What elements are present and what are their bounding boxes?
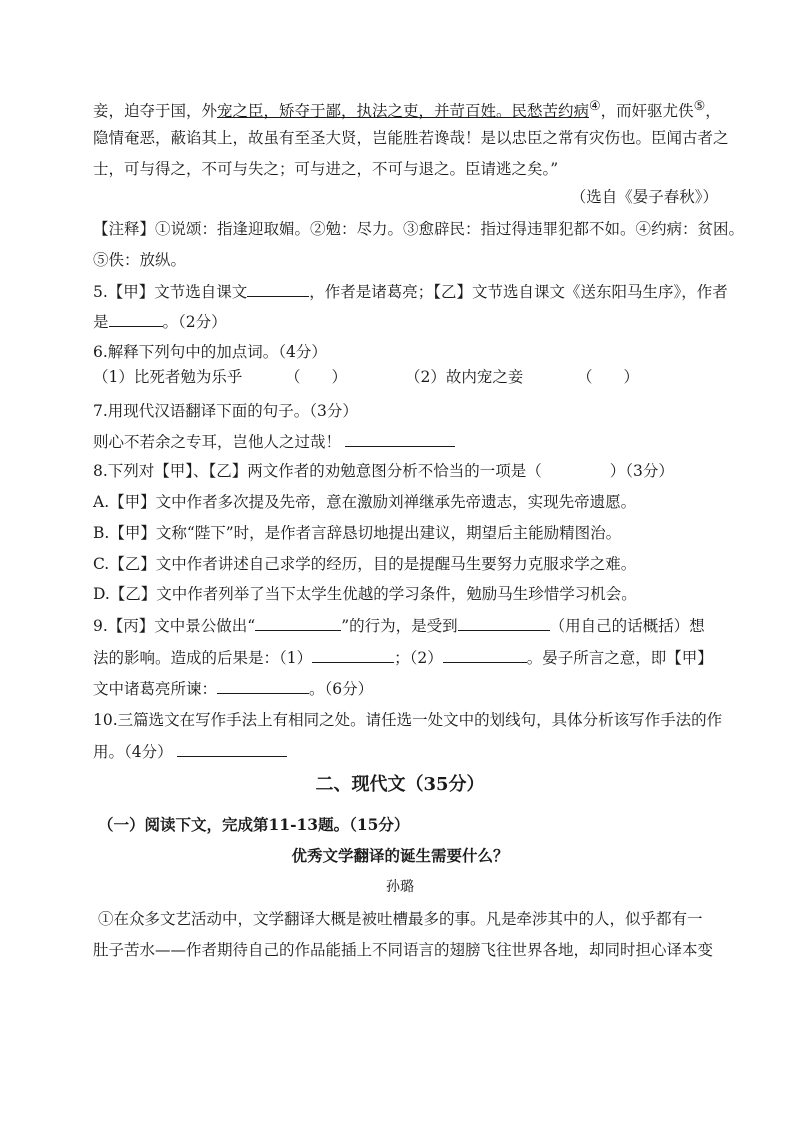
answer-blank[interactable] xyxy=(255,614,341,631)
answer-blank[interactable] xyxy=(443,646,527,663)
question-6-items xyxy=(93,366,720,388)
option-c: C.【乙】文中作者讲述自己求学的经历，目的是提醒马生要努力克服求学之难。 xyxy=(93,555,637,573)
question-9-line-2 xyxy=(93,646,720,669)
q7-sentence-text: 则心不若余之专耳，岂他人之过哉！ xyxy=(93,433,342,451)
notes-line-1: 【注释】①说颂：指逢迎取媚。②勉：尽力。③愈辟民：指过得违罪犯都不如。④约病：贫困。 xyxy=(93,220,745,238)
answer-blank[interactable] xyxy=(458,614,550,631)
q5-text: 5.【甲】文节选自课文 xyxy=(93,283,248,301)
passage-line-3: 士，可与得之，不可与失之；可与进之，不可与退之。臣请逃之矣。” xyxy=(93,160,559,178)
notes-line-2: ⑤佚：放纵。 xyxy=(93,251,187,269)
underlined-sentence: 宠之臣，矫夺于鄙，执法之吏，并苛百姓。民愁苦约病 xyxy=(217,102,590,121)
q9-text: 。晏子所言之意，即【甲】 xyxy=(526,649,713,667)
answer-parentheses[interactable]: （ ） xyxy=(285,368,348,386)
q5-text: 是 xyxy=(93,313,109,331)
passage-text: 妾，迫夺于国，外 xyxy=(93,102,218,121)
passage-text: ， xyxy=(705,102,721,121)
q10-text: 用。（4分） xyxy=(93,743,173,761)
question-5 xyxy=(93,280,728,303)
option-b: B.【甲】文称“陛下”时，是作者言辞恳切地提出建议，期望后主能励精图治。 xyxy=(93,524,622,542)
article-author: 孙璐 xyxy=(386,879,414,895)
q5-text: 。（2分） xyxy=(162,313,227,331)
q9-text: 。（6分） xyxy=(309,680,374,698)
question-9-line-1 xyxy=(93,614,720,637)
article-paragraph-1: ①在众多文艺活动中，文学翻译大概是被吐槽最多的事。凡是牵涉其中的人，似乎都有一 xyxy=(98,910,703,928)
question-7-sentence xyxy=(93,430,720,453)
q8-stem-text: ）（3分） xyxy=(609,462,674,480)
option-d: D.【乙】文中作者列举了当下太学生优越的学习条件，勉励马生珍惜学习机会。 xyxy=(93,585,637,603)
answer-blank[interactable] xyxy=(217,677,309,694)
section-heading: 二、现代文（35分） xyxy=(315,774,485,795)
article-paragraph-1-cont: 肚子苦水——作者期待自己的作品能插上不同语言的翅膀飞往世界各地，却同时担心译本变 xyxy=(93,941,714,959)
question-10-line-2 xyxy=(93,740,720,763)
note-marker: ④ xyxy=(589,99,601,114)
question-6-stem: 6.解释下列句中的加点词。（4分） xyxy=(93,343,327,361)
passage-text: ，而奸驱尤佚 xyxy=(600,102,694,121)
q5-text: ，作者是诸葛亮；【乙】文节选自课文《送东阳马生序》，作者 xyxy=(309,283,728,301)
article-title: 优秀文学翻译的诞生需要什么？ xyxy=(291,846,509,865)
q9-text: 法的影响。造成的后果是：（1） xyxy=(93,649,313,667)
passage-line-2: 隐情奄恶，蔽谄其上，故虽有至圣大贤，岂能胜若谗哉！是以忠臣之常有灾伤也。臣闻古者之 xyxy=(93,129,729,147)
question-7-stem: 7.用现代汉语翻译下面的句子。（3分） xyxy=(93,402,358,420)
question-10-line-1: 10.三篇选文在写作手法上有相同之处。请任选一处文中的划线句，具体分析该写作手法的作 xyxy=(93,711,723,729)
answer-blank[interactable] xyxy=(177,740,287,757)
option-a: A.【甲】文中作者多次提及先帝，意在激励刘禅继承先帝遗志，实现先帝遗愿。 xyxy=(93,493,637,511)
subsection-heading: （一）阅读下文，完成第11-13题。（15分） xyxy=(98,815,410,834)
q9-text: （用自己的话概括）想 xyxy=(549,617,705,635)
note-marker: ⑤ xyxy=(693,99,706,114)
answer-parentheses[interactable]: （ ） xyxy=(577,368,640,386)
question-9-line-3 xyxy=(93,677,720,700)
answer-blank[interactable] xyxy=(345,430,455,447)
question-5-cont xyxy=(93,310,720,333)
q9-text: ”的行为，是受到 xyxy=(341,617,458,635)
passage-source: （选自《晏子春秋》） xyxy=(570,188,718,206)
answer-blank[interactable] xyxy=(247,280,309,297)
answer-blank[interactable] xyxy=(312,646,394,663)
question-8-stem xyxy=(93,460,720,482)
q6-item-2: （2）故内宠之妾 xyxy=(405,368,524,386)
q8-stem-text: 8.下列对【甲】、【乙】两文作者的劝勉意图分析不恰当的一项是（ xyxy=(93,462,542,480)
q6-item-1: （1）比死者勉为乐乎 xyxy=(93,368,243,386)
q9-text: 9.【丙】文中景公做出“ xyxy=(93,617,256,635)
q9-text: 文中诸葛亮所谏： xyxy=(93,680,218,698)
q9-text: ；（2） xyxy=(394,649,443,667)
passage-line-1 xyxy=(93,96,720,122)
answer-blank[interactable] xyxy=(109,310,163,327)
